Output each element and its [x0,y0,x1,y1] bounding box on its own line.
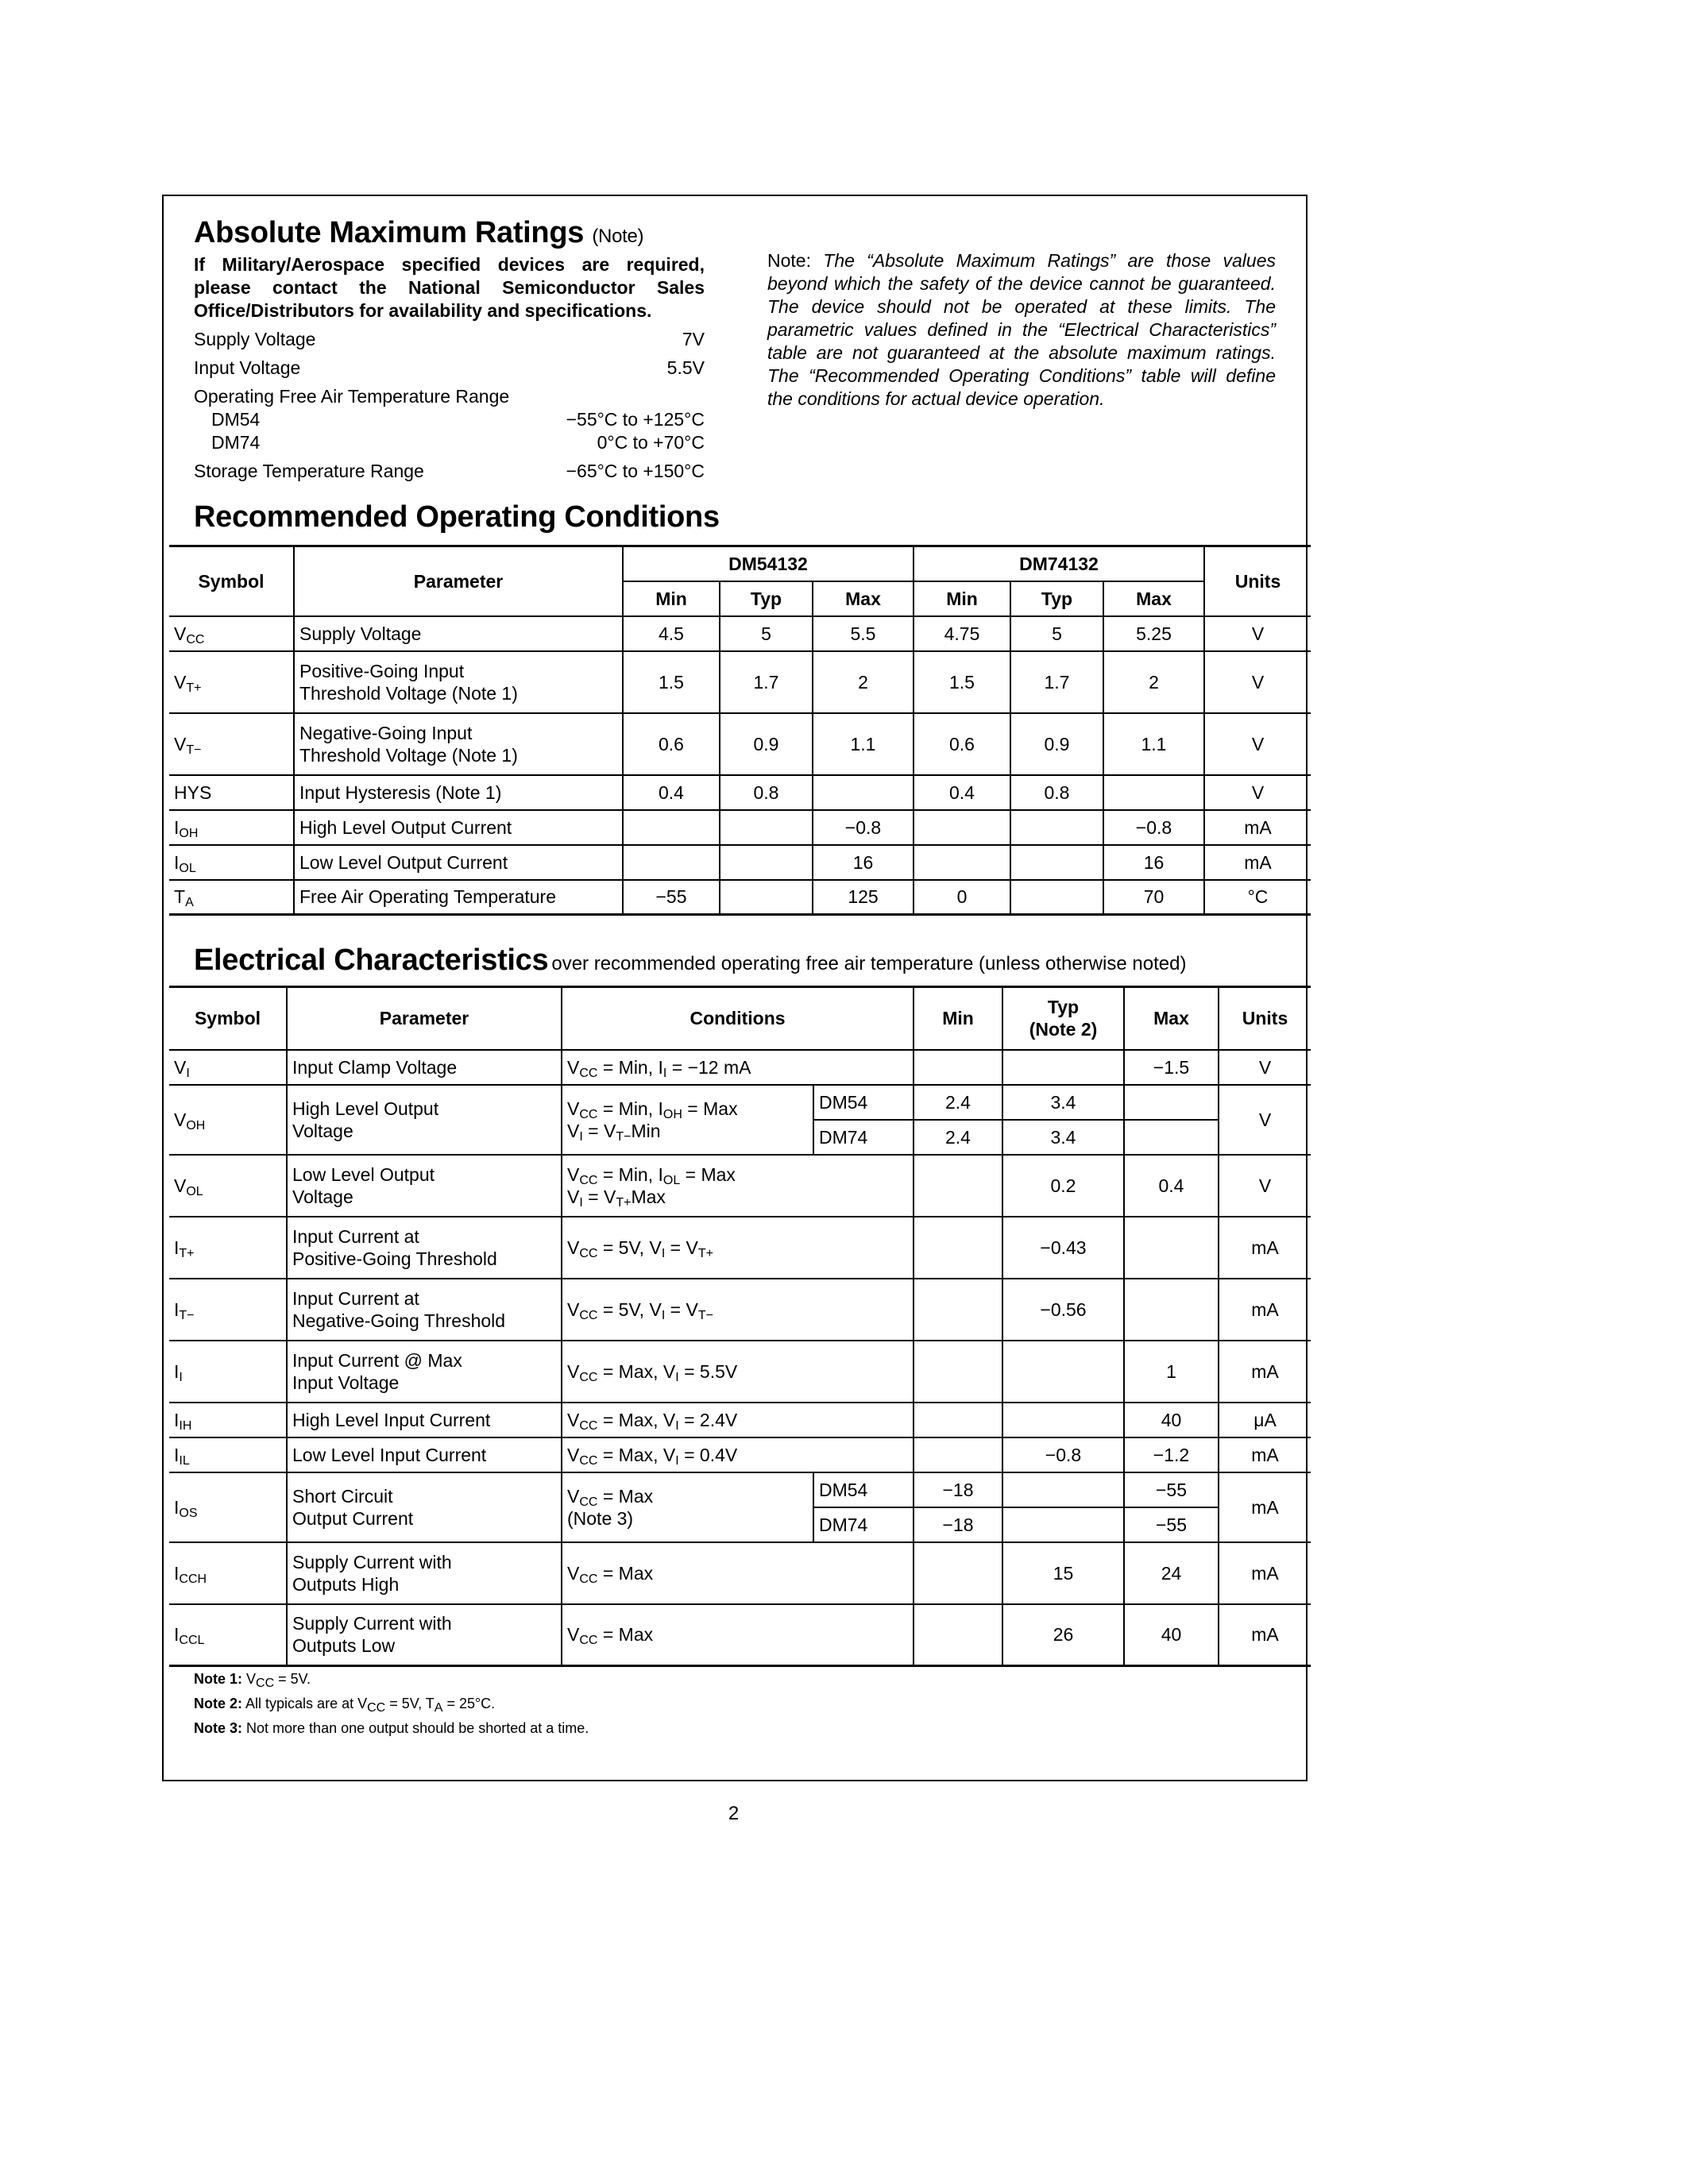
table-row [169,713,1311,775]
ec-max: 40 [1124,1604,1219,1666]
absolute-maximum-ratings [194,214,705,483]
roc-parameter: Positive-Going Input Threshold Voltage (Note 1) [294,651,623,713]
roc-value: 0.9 [720,713,813,775]
ec-min [914,1279,1002,1341]
ec-typ: 3.4 [1002,1120,1124,1155]
roc-title: Recommended Operating Conditions [194,500,720,534]
ec-parameter: Supply Current with Outputs Low [287,1604,562,1666]
table-row [169,1085,1311,1120]
table-row [169,1437,1311,1472]
ec-header-conditions: Conditions [562,987,914,1050]
table-row [169,775,1311,810]
ec-header-max: Max [1124,987,1219,1050]
ec-units: mA [1219,1217,1311,1279]
roc-parameter: Negative-Going Input Threshold Voltage (Note 1) [294,713,623,775]
ec-parameter: Input Current at Negative-Going Threshold [287,1279,562,1341]
ec-table [169,986,1311,1667]
table-row [169,1279,1311,1341]
ec-conditions: $V_{CC}$ = Max [562,1604,914,1666]
table-row [169,1403,1311,1437]
ec-device: DM54 [813,1472,914,1507]
ec-parameter: Input Current @ Max Input Voltage [287,1341,562,1403]
table-row [169,1155,1311,1217]
roc-value: 5 [720,616,813,651]
roc-header-min: Min [914,581,1010,616]
roc-header-max: Max [1103,581,1204,616]
roc-value: 16 [813,845,914,880]
roc-value: 1.1 [1103,713,1204,775]
ec-min [914,1542,1002,1604]
ec-units: mA [1219,1437,1311,1472]
roc-units: mA [1204,845,1311,880]
ec-max: 24 [1124,1542,1219,1604]
table-row [169,1341,1311,1403]
roc-symbol: $V_{CC}$ [169,616,294,651]
roc-value [813,775,914,810]
roc-header-min: Min [623,581,720,616]
roc-value: 1.5 [623,651,720,713]
ec-conditions: $V_{CC}$ = Max (Note 3) [562,1472,813,1542]
note-3: Note 3: Not more than one output should be shorted at a time. [194,1720,589,1736]
ec-units: mA [1219,1542,1311,1604]
note-2: Note 2: All typicals are at $V_{CC} = 5V$, $T_A = 25^\circ C$. [194,1696,496,1715]
ec-max [1124,1120,1219,1155]
roc-symbol: $V_{T-}$ [169,713,294,775]
ec-units: mA [1219,1341,1311,1403]
amr-input-row: Input Voltage 5.5V [194,357,705,378]
ec-conditions: $V_{CC}$ = Max, $V_I = 0.4V$ [562,1437,914,1472]
ec-header-typ: Typ (Note 2) [1002,987,1124,1050]
amr-dm54-row: DM54 −55°C to +125°C [211,409,705,430]
ec-max: 1 [1124,1341,1219,1403]
roc-parameter: Input Hysteresis (Note 1) [294,775,623,810]
ec-max: −55 [1124,1472,1219,1507]
roc-header-parameter: Parameter [294,546,623,616]
ec-symbol: $I_{T-}$ [169,1279,287,1341]
ec-symbol: $V_{OH}$ [169,1085,287,1155]
ec-min [914,1155,1002,1217]
roc-value: 0.8 [1010,775,1103,810]
ec-typ [1002,1507,1124,1542]
ec-parameter: High Level Output Voltage [287,1085,562,1155]
ec-symbol: $I_I$ [169,1341,287,1403]
roc-value: 1.5 [914,651,1010,713]
roc-value: 1.7 [1010,651,1103,713]
ec-units: mA [1219,1472,1311,1542]
ec-typ [1002,1472,1124,1507]
ec-symbol: $I_{CCL}$ [169,1604,287,1666]
roc-value: 5 [1010,616,1103,651]
ec-device: DM54 [813,1085,914,1120]
ec-conditions: $V_{CC}$ = Min, $I_{OH}$ = Max $V_I = V_{T-}Min$ [562,1085,813,1155]
roc-header-max: Max [813,581,914,616]
roc-units: V [1204,713,1311,775]
ec-max: −1.5 [1124,1050,1219,1085]
amr-temp-row: Operating Free Air Temperature Range [194,386,510,407]
ec-parameter: High Level Input Current [287,1403,562,1437]
ec-max [1124,1085,1219,1120]
ec-header-symbol: Symbol [169,987,287,1050]
roc-symbol: $I_{OH}$ [169,810,294,845]
table-row [169,880,1311,915]
roc-header-symbol: Symbol [169,546,294,616]
ec-max [1124,1217,1219,1279]
ec-parameter: Short Circuit Output Current [287,1472,562,1542]
ec-parameter: Low Level Input Current [287,1437,562,1472]
ec-min [914,1604,1002,1666]
ec-units: mA [1219,1604,1311,1666]
roc-units: mA [1204,810,1311,845]
roc-parameter: High Level Output Current [294,810,623,845]
roc-value [1010,880,1103,915]
ec-max [1124,1279,1219,1341]
ec-min: 2.4 [914,1085,1002,1120]
roc-units: V [1204,775,1311,810]
ec-device: DM74 [813,1507,914,1542]
ec-units: V [1219,1085,1311,1155]
ec-symbol: $I_{OS}$ [169,1472,287,1542]
roc-parameter: Low Level Output Current [294,845,623,880]
roc-value: 0.4 [623,775,720,810]
table-row [169,810,1311,845]
table-row [169,1217,1311,1279]
ec-symbol: $V_{OL}$ [169,1155,287,1217]
ec-symbol: $V_I$ [169,1050,287,1085]
roc-value [1010,845,1103,880]
ec-min [914,1403,1002,1437]
roc-value [914,810,1010,845]
roc-value: −0.8 [1103,810,1204,845]
roc-symbol: $I_{OL}$ [169,845,294,880]
ec-typ [1002,1050,1124,1085]
ec-symbol: $I_{IH}$ [169,1403,287,1437]
ec-min: 2.4 [914,1120,1002,1155]
amr-supply-row: Supply Voltage 7V [194,329,705,349]
ec-symbol: $I_{IL}$ [169,1437,287,1472]
roc-value [1010,810,1103,845]
ec-typ: −0.8 [1002,1437,1124,1472]
roc-header-dm74: DM74132 [914,546,1204,581]
ec-typ: 15 [1002,1542,1124,1604]
amr-title: Absolute Maximum Ratings (Note) [194,216,644,249]
roc-symbol: HYS [169,775,294,810]
roc-value: 0.6 [914,713,1010,775]
amr-note: Note: The “Absolute Maximum Ratings” are those values beyond which the safety of the device cannot be guaranteed. The device should not be operated at these limits. The parametric values defined in the “Electrical Characteristics” table are not guaranteed at the absolute maximum ratings. The “Recommended Operating Conditions” table will define the conditions for actual device operation. [767,250,1277,409]
ec-max: −55 [1124,1507,1219,1542]
ec-max: 40 [1124,1403,1219,1437]
ec-conditions: $V_{CC}$ = Max, $V_I = 5.5V$ [562,1341,914,1403]
table-row [169,651,1311,713]
roc-symbol: $T_A$ [169,880,294,915]
roc-value: 0 [914,880,1010,915]
ec-conditions: $V_{CC}$ = Max, $V_I = 2.4V$ [562,1403,914,1437]
roc-value: 1.1 [813,713,914,775]
roc-value: 0.9 [1010,713,1103,775]
roc-parameter: Free Air Operating Temperature [294,880,623,915]
ec-typ [1002,1403,1124,1437]
ec-units: V [1219,1155,1311,1217]
roc-value: 16 [1103,845,1204,880]
ec-units: V [1219,1050,1311,1085]
ec-parameter: Input Current at Positive-Going Threshold [287,1217,562,1279]
ec-min [914,1341,1002,1403]
roc-value: −55 [623,880,720,915]
roc-value: 0.6 [623,713,720,775]
ec-max: 0.4 [1124,1155,1219,1217]
roc-symbol: $V_{T+}$ [169,651,294,713]
ec-units: mA [1219,1279,1311,1341]
roc-value: 125 [813,880,914,915]
amr-dm74-row: DM74 0°C to +70°C [211,432,705,453]
roc-units: V [1204,651,1311,713]
ec-header-min: Min [914,987,1002,1050]
ec-header-parameter: Parameter [287,987,562,1050]
roc-value [914,845,1010,880]
ec-typ: 0.2 [1002,1155,1124,1217]
ec-min [914,1437,1002,1472]
table-row [169,1542,1311,1604]
roc-value: 4.75 [914,616,1010,651]
roc-header-dm54: DM54132 [623,546,914,581]
ec-parameter: Supply Current with Outputs High [287,1542,562,1604]
table-row [169,616,1311,651]
roc-value: −0.8 [813,810,914,845]
roc-units: V [1204,616,1311,651]
page-number: 2 [728,1803,740,1824]
roc-value: 2 [813,651,914,713]
roc-value: 5.5 [813,616,914,651]
ec-units: μA [1219,1403,1311,1437]
roc-table [169,545,1311,916]
ec-typ: −0.56 [1002,1279,1124,1341]
roc-value: 5.25 [1103,616,1204,651]
ec-conditions: $V_{CC} = 5V$, $V_I = V_{T+}$ [562,1217,914,1279]
ec-conditions: $V_{CC}$ = Max [562,1542,914,1604]
ec-symbol: $I_{CCH}$ [169,1542,287,1604]
roc-value [720,810,813,845]
note-1: Note 1: $V_{CC} = 5V$. [194,1671,311,1690]
roc-units: °C [1204,880,1311,915]
roc-value: 0.8 [720,775,813,810]
ec-min: −18 [914,1507,1002,1542]
ec-conditions: $V_{CC}$ = Min, $I_{OL}$ = Max $V_I = V_{T+}Max$ [562,1155,914,1217]
ec-typ: −0.43 [1002,1217,1124,1279]
roc-header-typ: Typ [720,581,813,616]
table-row [169,845,1311,880]
roc-value [720,880,813,915]
ec-header-units: Units [1219,987,1311,1050]
roc-header-typ: Typ [1010,581,1103,616]
ec-conditions: $V_{CC} = 5V$, $V_I = V_{T-}$ [562,1279,914,1341]
footnotes [194,1667,589,1741]
table-row [169,1472,1311,1507]
ec-typ: 3.4 [1002,1085,1124,1120]
roc-value: 1.7 [720,651,813,713]
ec-device: DM74 [813,1120,914,1155]
roc-parameter: Supply Voltage [294,616,623,651]
roc-value [720,845,813,880]
roc-value [1103,775,1204,810]
ec-conditions: $V_{CC}$ = Min, $I_I = -12$ mA [562,1050,914,1085]
roc-value: 0.4 [914,775,1010,810]
ec-parameter: Input Clamp Voltage [287,1050,562,1085]
ec-min [914,1050,1002,1085]
table-row [169,1050,1311,1085]
ec-min [914,1217,1002,1279]
ec-symbol: $I_{T+}$ [169,1217,287,1279]
roc-value: 4.5 [623,616,720,651]
ec-typ: 26 [1002,1604,1124,1666]
roc-header-units: Units [1204,546,1311,616]
roc-value [623,810,720,845]
ec-max: −1.2 [1124,1437,1219,1472]
roc-value: 2 [1103,651,1204,713]
amr-warning: If Military/Aerospace specified devices are required, please contact the National Semiconductor Sales Office/Distributors for availability and specifications. [194,254,705,321]
ec-title: Electrical Characteristics over recommended operating free air temperature (unless otherwise noted) [194,943,1187,977]
ec-min: −18 [914,1472,1002,1507]
table-row [169,1604,1311,1666]
amr-storage-row: Storage Temperature Range −65°C to +150°C [194,461,705,481]
roc-value: 70 [1103,880,1204,915]
roc-value [623,845,720,880]
ec-parameter: Low Level Output Voltage [287,1155,562,1217]
ec-typ [1002,1341,1124,1403]
